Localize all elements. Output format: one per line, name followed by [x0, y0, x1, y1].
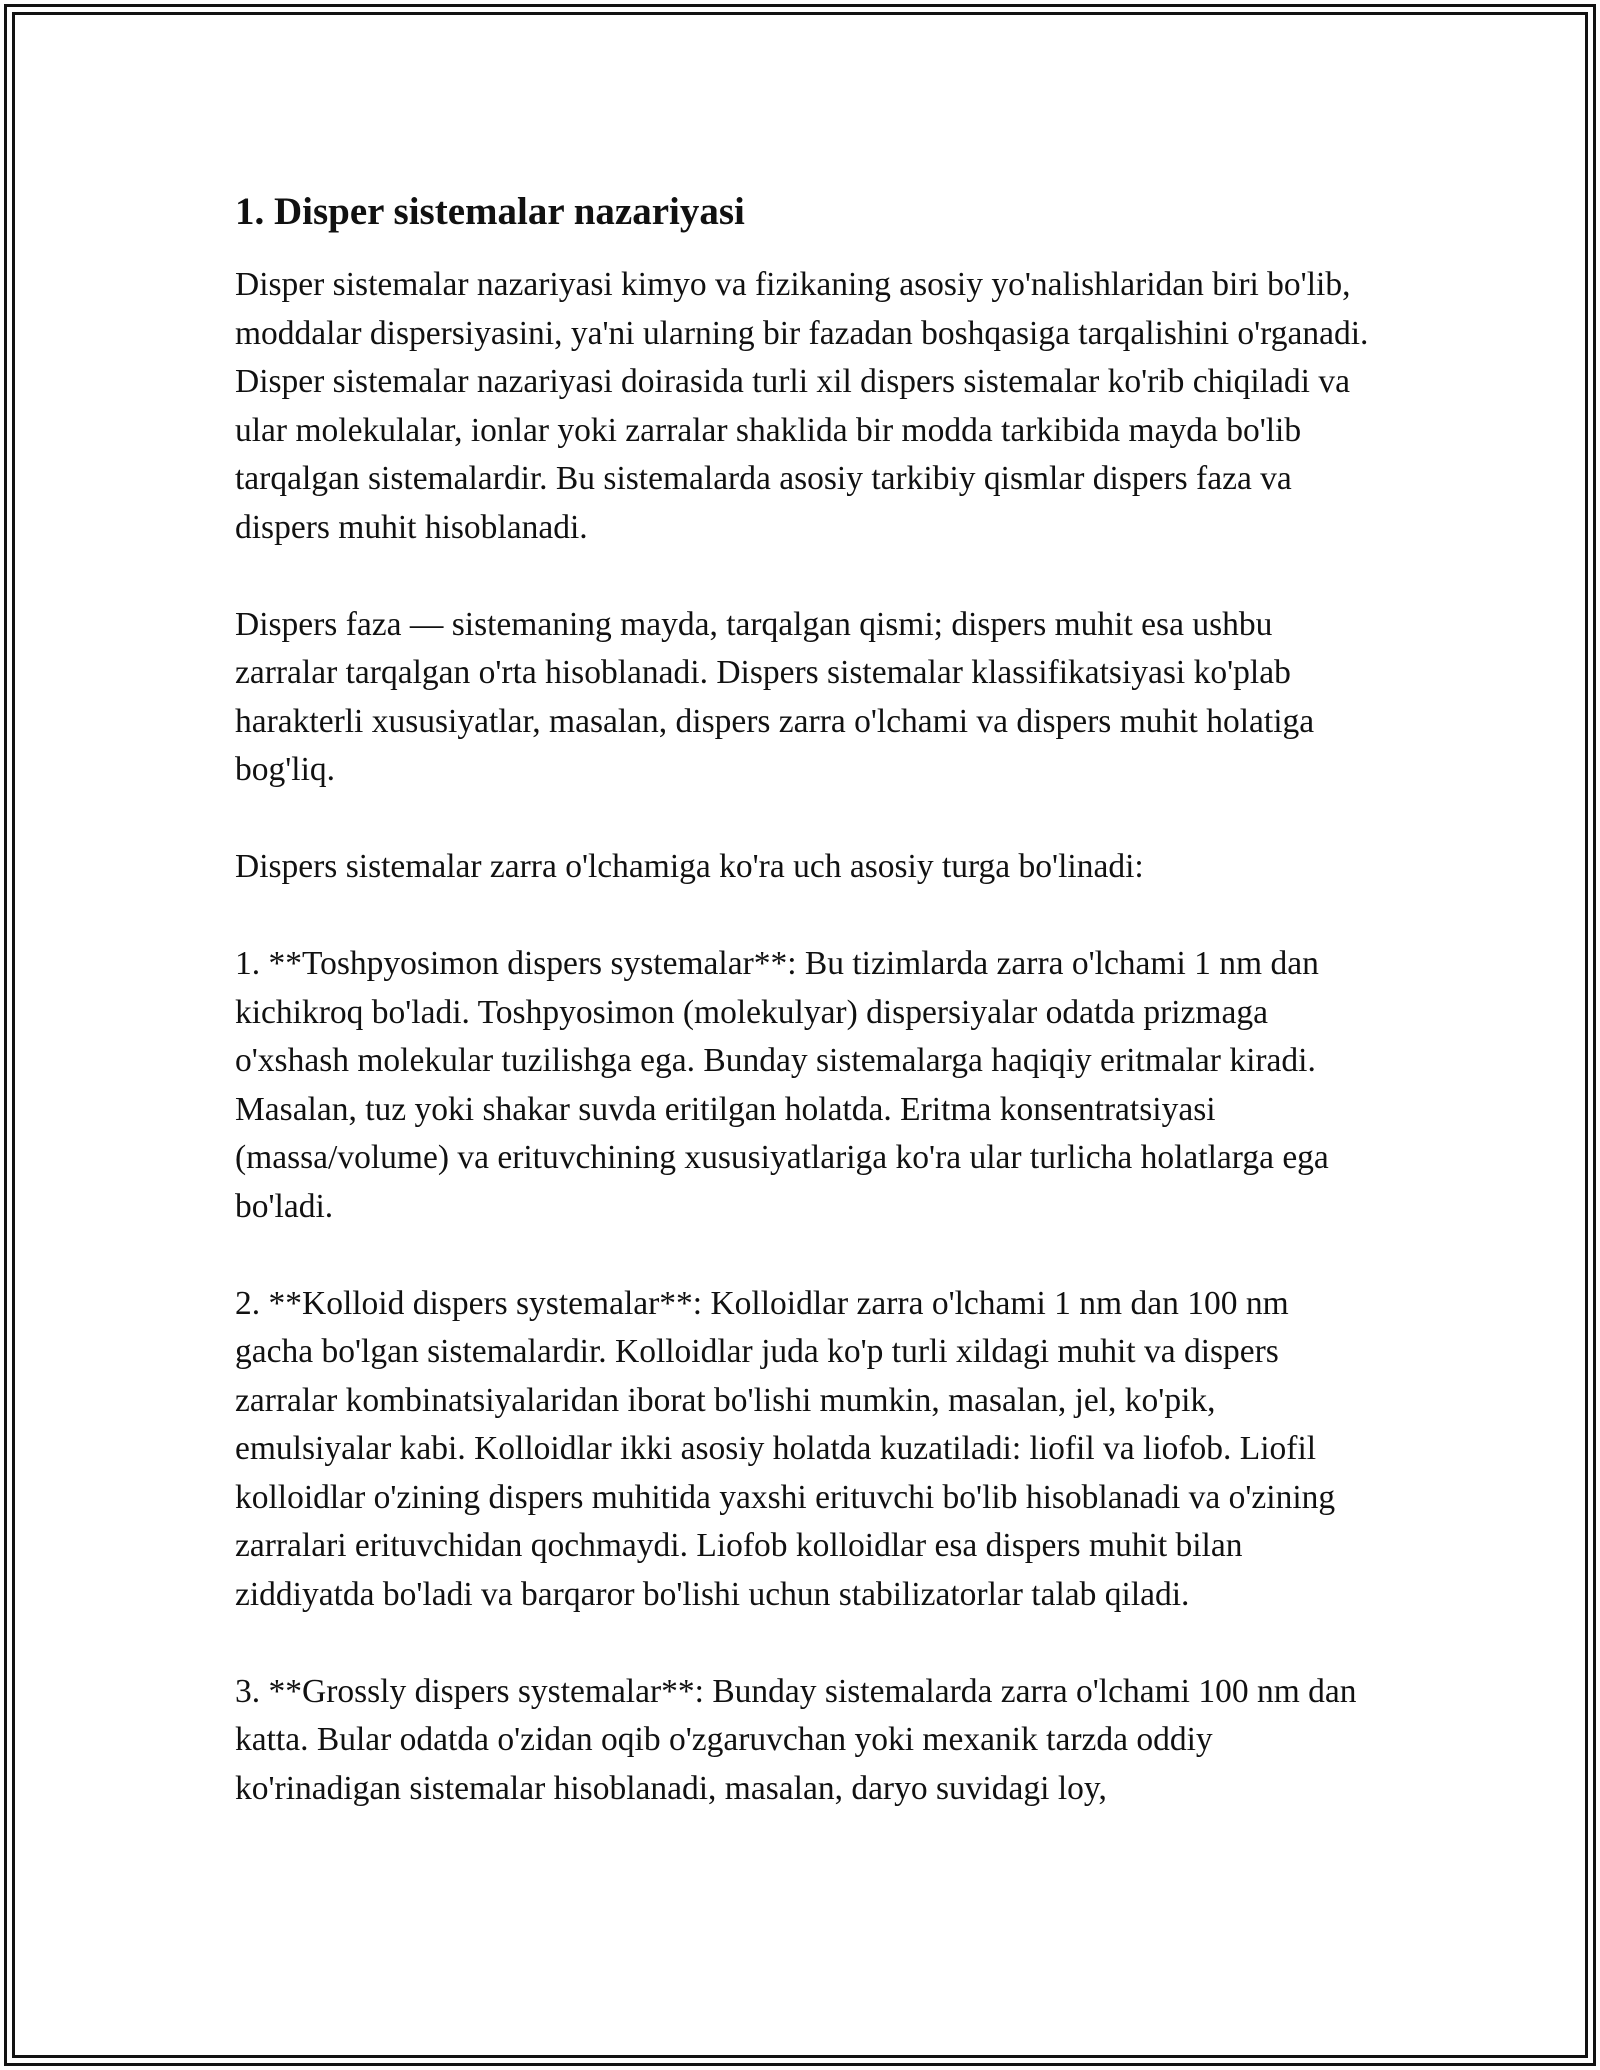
paragraph-dispers-faza: Dispers faza — sistemaning mayda, tarqalgan qismi; dispers muhit esa ushbu zarralar tarqalgan o'rta hisoblanadi. Dispers sistemalar klassifikatsiyasi ko'plab harakterli xususiyatlar, masalan, dispers zarra o'lchami va dispers muhit holatiga bog'liq.: [235, 605, 1315, 788]
document-body: [235, 186, 1375, 1813]
paragraph-type-3: 3. **Grossly dispers systemalar**: Bunday sistemalarda zarra o'lchami 100 nm dan katta. Bular odatda o'zidan oqib o'zgaruvchan yoki mexanik tarzda oddiy ko'rinadigan sistemalar hisoblanadi, masalan, daryo suvidagi loy,: [235, 1672, 1357, 1807]
paragraph-intro: Disper sistemalar nazariyasi kimyo va fizikaning asosiy yo'nalishlaridan biri bo'lib, moddalar dispersiyasini, ya'ni ularning bir fazadan boshqasiga tarqalishini o'rganadi. Disper sistemalar nazariyasi doirasida turli xil dispers sistemalar ko'rib chiqiladi va ular molekulalar, ionlar yoki zarralar shaklida bir modda tarkibida mayda bo'lib tarqalgan sistemalardir. Bu sistemalarda asosiy tarkibiy qismlar dispers faza va dispers muhit hisoblanadi.: [235, 266, 1369, 546]
paragraph-type-2: 2. **Kolloid dispers systemalar**: Kolloidlar zarra o'lchami 1 nm dan 100 nm gacha bo'lgan sistemalardir. Kolloidlar juda ko'p turli xildagi muhit va dispers zarralar kombinatsiyalaridan iborat bo'lishi mumkin, masalan, jel, ko'pik, emulsiyalar kabi. Kolloidlar ikki asosiy holatda kuzatiladi: liofil va liofob. Liofil kolloidlar o'zining dispers muhitida yaxshi erituvchi bo'lib hisoblanadi va o'zining zarralari erituvchidan qochmaydi. Liofob kolloidlar esa dispers muhit bilan ziddiyatda bo'ladi va barqaror bo'lishi uchun stabilizatorlar talab qiladi.: [235, 1284, 1336, 1613]
paragraph-classification-lead: Dispers sistemalar zarra o'lchamiga ko'ra uch asosiy turga bo'linadi:: [235, 848, 1144, 885]
section-heading: 1. Disper sistemalar nazariyasi: [235, 190, 745, 233]
paragraph-type-1: 1. **Toshpyosimon dispers systemalar**: Bu tizimlarda zarra o'lchami 1 nm dan kichikroq bo'ladi. Toshpyosimon (molekulyar) dispersiyalar odatda prizmaga o'xshash molekular tuzilishga ega. Bunday sistemalarga haqiqiy eritmalar kiradi. Masalan, tuz yoki shakar suvda eritilgan holatda. Eritma konsentratsiyasi (massa/volume) va erituvchining xususiyatlariga ko'ra ular turlicha holatlarga ega bo'ladi.: [235, 945, 1329, 1225]
